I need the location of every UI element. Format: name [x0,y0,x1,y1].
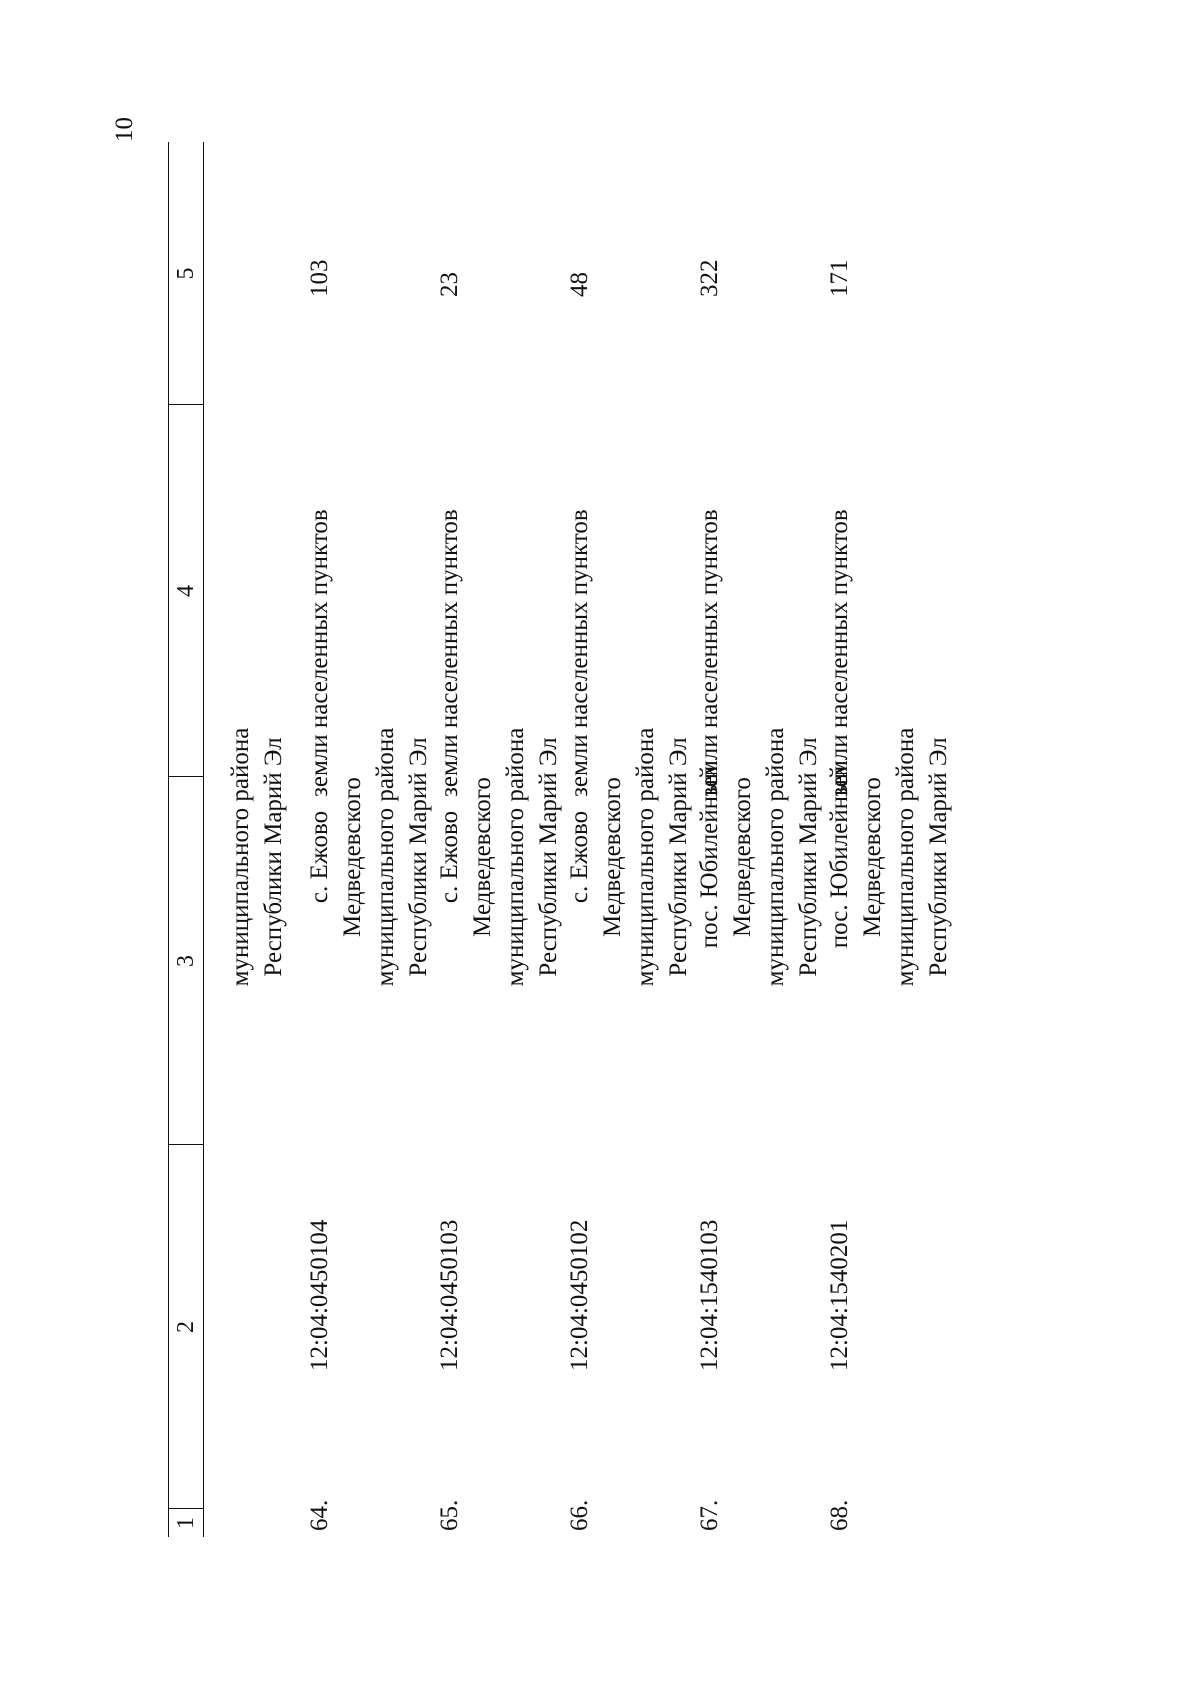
location-line: муниципального района [892,727,919,987]
land-category: земли населенных пунктов [436,509,463,797]
land-category: земли населенных пунктов [566,509,593,797]
land-category: земли населенных пунктов [306,509,333,797]
page-number: 10 [111,117,138,142]
location-line: Медведевского [729,777,756,937]
cadastral-number: 12:04:0450102 [566,1219,593,1371]
location-line: с. Ежово [306,810,333,904]
row-number: 66. [566,1499,593,1531]
land-category: земли населенных пунктов [696,509,723,797]
location-line: муниципального района [502,727,529,987]
location-line: Медведевского [339,777,366,937]
continued-location-cell [224,707,290,1007]
column-header-3: 3 [173,955,199,967]
cadastral-number: 12:04:0450103 [436,1219,463,1371]
location-line: Республики Марий Эл [795,737,822,977]
column-header-2: 2 [173,1321,199,1333]
row-value: 103 [306,259,333,297]
location-line: муниципального района [372,727,399,987]
location-line: Республики Марий Эл [665,737,692,977]
location-line: муниципального района [632,727,659,987]
row-value: 322 [696,259,723,297]
location-line: Республики Марий Эл [925,737,952,977]
location-line: с. Ежово [436,810,463,904]
row-number: 67. [696,1499,723,1531]
location-line: Медведевского [469,777,496,937]
cadastral-number: 12:04:1540201 [826,1219,853,1371]
cadastral-number: 12:04:1540103 [696,1219,723,1371]
row-number: 65. [436,1499,463,1531]
header-bottom-rule [203,142,204,1537]
location-line: Республики Марий Эл [260,737,287,977]
land-category: земли населенных пунктов [826,509,853,797]
column-header-4: 4 [173,585,199,597]
table-top-rule [168,142,169,1537]
location-line: муниципального района [762,727,789,987]
row-number: 64. [306,1499,333,1531]
location-line: Республики Марий Эл [405,737,432,977]
location-line: пос. Юбилейный [696,765,723,949]
location-line: Республики Марий Эл [535,737,562,977]
row-value: 48 [566,272,593,297]
cadastral-number: 12:04:0450104 [306,1219,333,1371]
row-number: 68. [826,1499,853,1531]
location-line: муниципального района [227,727,254,987]
column-header-5: 5 [173,267,199,280]
land-table [168,142,1200,1537]
location-line: Медведевского [859,777,886,937]
row-value: 171 [826,259,853,297]
location-line: Медведевского [599,777,626,937]
row-value: 23 [436,272,463,297]
location-line: пос. Юбилейный [826,765,853,949]
column-header-1: 1 [173,1517,199,1529]
location-line: с. Ежово [566,810,593,904]
